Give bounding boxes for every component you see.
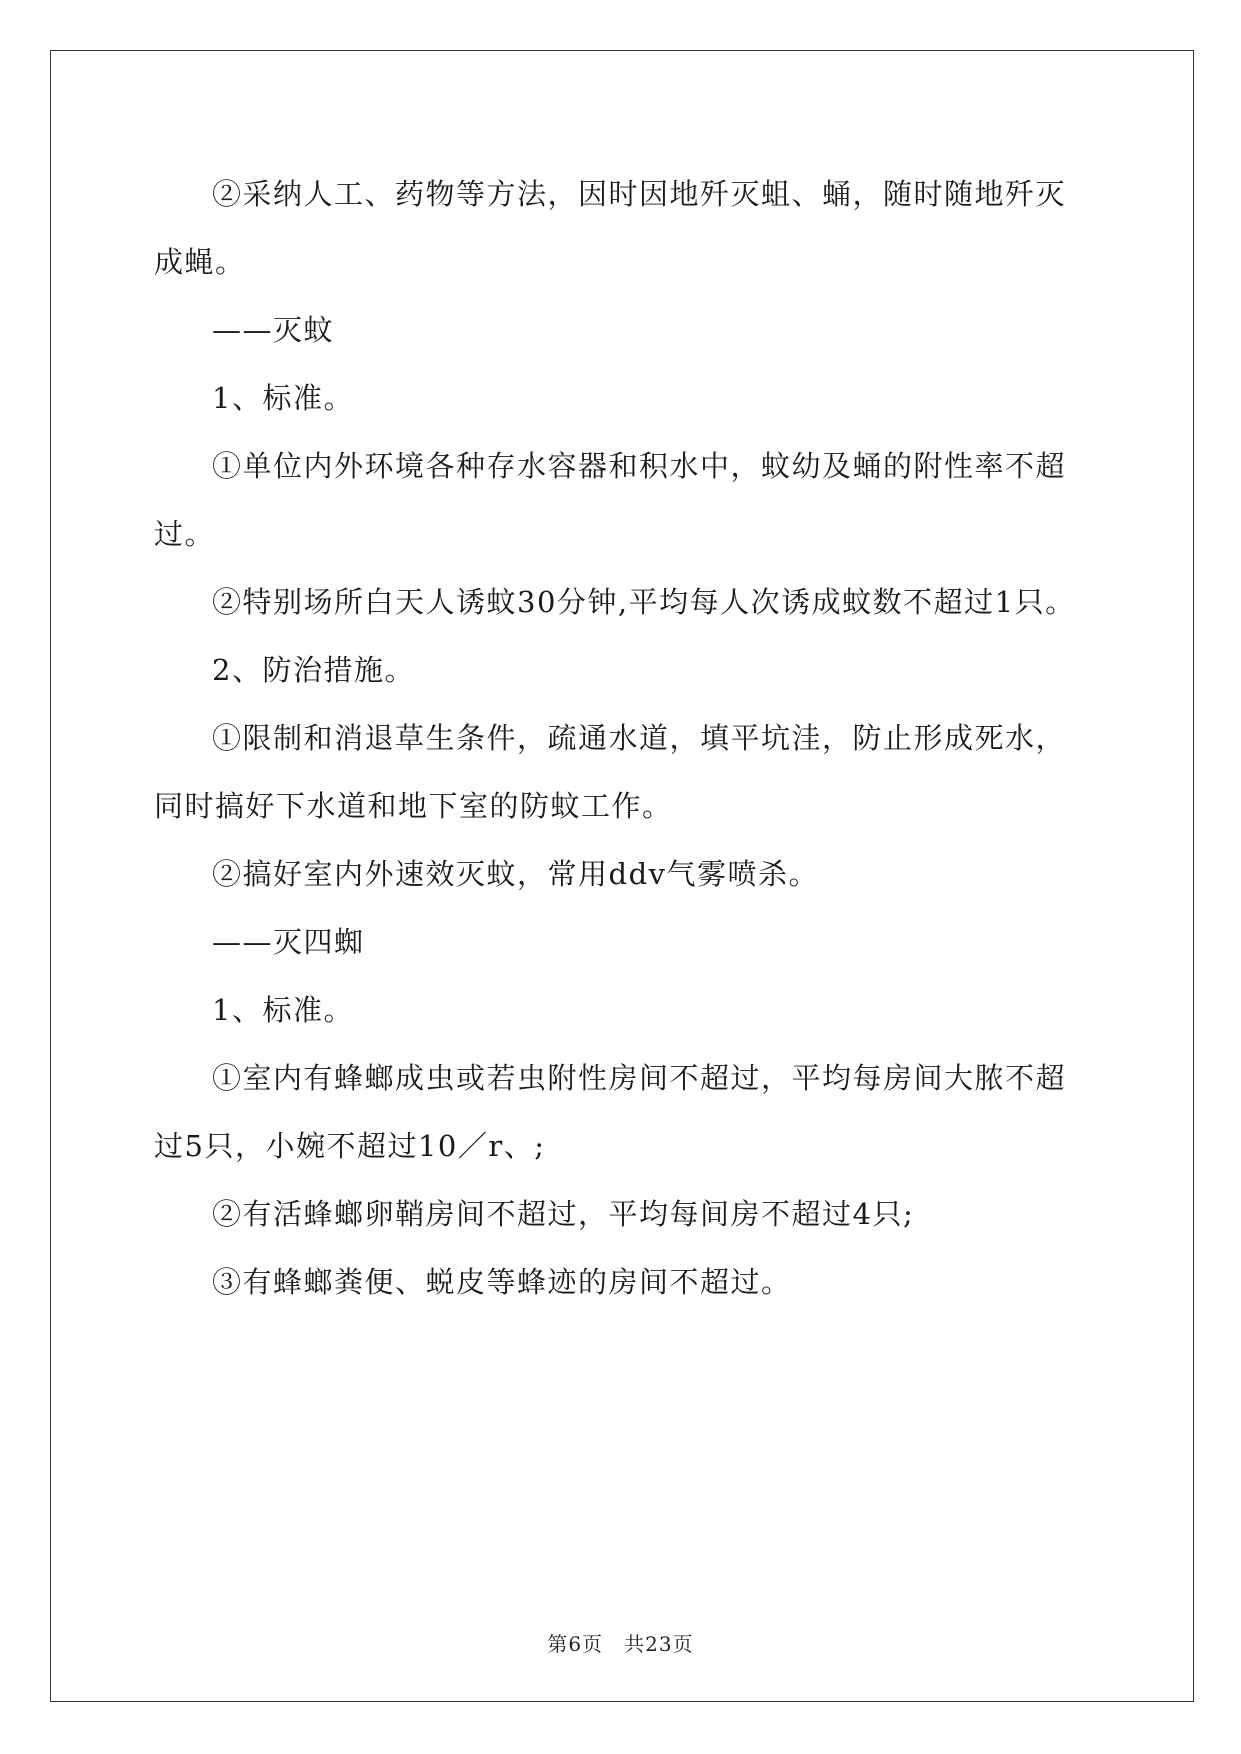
paragraph: ①单位内外环境各种存水容器和积水中，蚊幼及蛹的附性率不超 — [212, 449, 1067, 483]
paragraph: ③有蜂螂粪便、蜕皮等蜂迹的房间不超过。 — [212, 1265, 792, 1299]
paragraph: ①限制和消退草生条件，疏通水道，填平坑洼，防止形成死水， — [212, 721, 1067, 755]
subsection-heading: 1、标准。 — [212, 381, 354, 415]
paragraph: ②有活蜂螂卵鞘房间不超过，平均每间房不超过4只; — [212, 1197, 915, 1231]
paragraph: 过。 — [154, 517, 216, 551]
paragraph: ②搞好室内外速效灭蚊，常用ddv气雾喷杀。 — [212, 857, 820, 891]
section-heading: ——灭蚊 — [212, 313, 335, 347]
paragraph: 同时搞好下水道和地下室的防蚊工作。 — [154, 789, 673, 823]
paragraph: 过5只，小婉不超过10／r、; — [154, 1129, 546, 1163]
document-body — [154, 160, 1094, 1316]
section-heading: ——灭四蜘 — [212, 925, 365, 959]
subsection-heading: 1、标准。 — [212, 993, 354, 1027]
paragraph: 成蝇。 — [154, 245, 246, 279]
paragraph: ②采纳人工、药物等方法，因时因地歼灭蛆、蛹，随时随地歼灭 — [212, 177, 1067, 211]
page-number-footer: 第6页 共23页 — [547, 1632, 694, 1656]
paragraph: ①室内有蜂螂成虫或若虫附性房间不超过，平均每房间大脓不超 — [212, 1061, 1067, 1095]
paragraph: ②特别场所白天人诱蚊30分钟,平均每人次诱成蚊数不超过1只。 — [212, 585, 1076, 619]
subsection-heading: 2、防治措施。 — [212, 653, 415, 687]
